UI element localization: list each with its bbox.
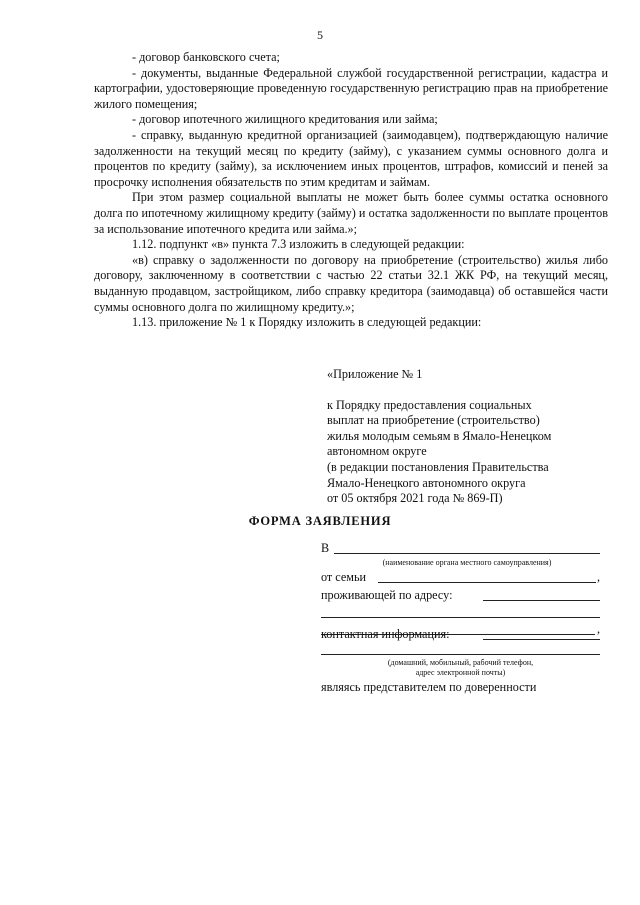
appendix-block: [327, 367, 617, 507]
page-number: 5: [317, 28, 323, 42]
to-field-line[interactable]: [334, 553, 600, 554]
address-field-line[interactable]: [483, 600, 600, 601]
contact-caption-2: адрес электронной почты): [415, 668, 506, 677]
appendix-line: (в редакции постановления Правительства: [327, 459, 549, 474]
appendix-line: автономном округе: [327, 444, 427, 459]
contact-caption: (домашний, мобильный, рабочий телефон,: [387, 658, 534, 667]
body-text: [94, 50, 608, 331]
appendix-line: от 05 октября 2021 года № 869-П): [327, 491, 503, 506]
appendix-line: Ямало-Ненецкого автономного округа: [327, 475, 526, 490]
family-field-line[interactable]: [378, 582, 596, 583]
address-field-line-2[interactable]: [321, 617, 600, 618]
to-label: В: [321, 541, 330, 555]
paragraph-1-12: 1.12. подпункт «в» пункта 7.3 изложить в следующей редакции:: [132, 237, 465, 252]
to-caption: (наименование органа местного самоуправления): [382, 558, 552, 567]
list-item: - договор ипотечного жилищного кредитования или займа;: [132, 112, 438, 127]
list-item: - договор банковского счета;: [132, 50, 280, 64]
appendix-title: «Приложение № 1: [327, 367, 423, 381]
appendix-line: жилья молодым семьям в Ямало-Ненецком: [327, 428, 552, 443]
contact-label: контактная информация:: [321, 627, 450, 641]
paragraph-1-13: 1.13. приложение № 1 к Порядку изложить в следующей редакции:: [132, 315, 482, 330]
paragraph-limit: При этом размер социальной выплаты не может быть более суммы остатка основного долга по ипотечному жилищному кредиту (займу) и остатка задолженности по выплате процентов за использование ипотечного кредита или займа.»;: [94, 190, 608, 236]
contact-field-line-2[interactable]: [321, 654, 600, 655]
appendix-line: к Порядку предоставления социальных: [327, 397, 532, 412]
representative-label: являясь представителем по доверенности: [321, 680, 537, 694]
list-item: - документы, выданные Федеральной службой государственной регистрации, кадастра и картографии, удостоверяющие проведенную государственную регистрацию прав на приобретение жилого помещения;: [94, 65, 608, 111]
appendix-line: выплат на приобретение (строительство): [327, 413, 540, 428]
family-label: от семьи: [321, 570, 367, 584]
document-page: 5 - договор банковского счета; - документы, выданные Федеральной службой государственной регистрации, кадастра и картографии, удостоверяющие проведенную государственную регистрацию прав на приобретение жилого помещения; - договор ипотечного жилищного кредитования или займа; - справку, выданную кредитной организацией (заимодавцем), подтверждающую наличие задолженности на текущий месяц по кредиту (займу), с указанием суммы основного долга и процентов по кредиту (займу), за исключением иных процентов, штрафов, комиссий и пеней за просрочку исполнения обязательств по этим кредитам и займам. При этом размер социальной выплаты не может быть более суммы остатка основного долга по ипотечному жилищному кредиту (займу) и остатка задолженности по выплате процентов за использование ипотечного кредита или займа.»; 1.12. подпункт «в» пункта 7.3 изложить в следующей редакции: «в) справку о задолженности по договору на приобретение (строительство) жилья либо договору, заключенному в соответствии с частью 22 статьи 32.1 ЖК РФ, на текущий месяц, выданную продавцом, застройщиком, либо справку кредитора (заимодавца) об оставшейся части суммы основного долга по жилищному кредиту.»; 1.13. приложение № 1 к Порядку изложить в следующей редакции: «Приложение № 1 к Порядку предоставления социальных выплат на приобретение (строительство) жилья молодым семьям в Ямало-Ненецком автономном округе (в редакции постановления Правительства Ямало-Ненецкого автономного округа от 05 октября 2021 года № 869-П) ФОРМА ЗАЯВЛЕНИЯ В (наименование органа местного самоуправления) от семьи , проживающей по адресу: , контактная информация: (домашний, мобильный, рабочий телефон, адрес электронной почты) являясь представителем по доверенности: [0, 0, 640, 905]
address-label: проживающей по адресу:: [321, 588, 453, 602]
contact-field-line[interactable]: [483, 639, 600, 640]
paragraph-1-12-text: «в) справку о задолженности по договору на приобретение (строительство) жилья либо договору, заключенному в соответствии с частью 22 статьи 32.1 ЖК РФ, на текущий месяц, выданную продавцом, застройщиком, либо справку кредитора (заимодавца) об оставшейся части суммы основного долга по жилищному кредиту.»;: [94, 252, 608, 314]
list-item: - справку, выданную кредитной организацией (заимодавцем), подтверждающую наличие задолженности на текущий месяц по кредиту (займу), с указанием суммы основного долга и процентов по кредиту (займу), за исключением иных процентов, штрафов, комиссий и пеней за просрочку исполнения обязательств по этим кредитам и займам.: [94, 127, 608, 189]
form-title: ФОРМА ЗАЯВЛЕНИЯ: [248, 514, 392, 528]
